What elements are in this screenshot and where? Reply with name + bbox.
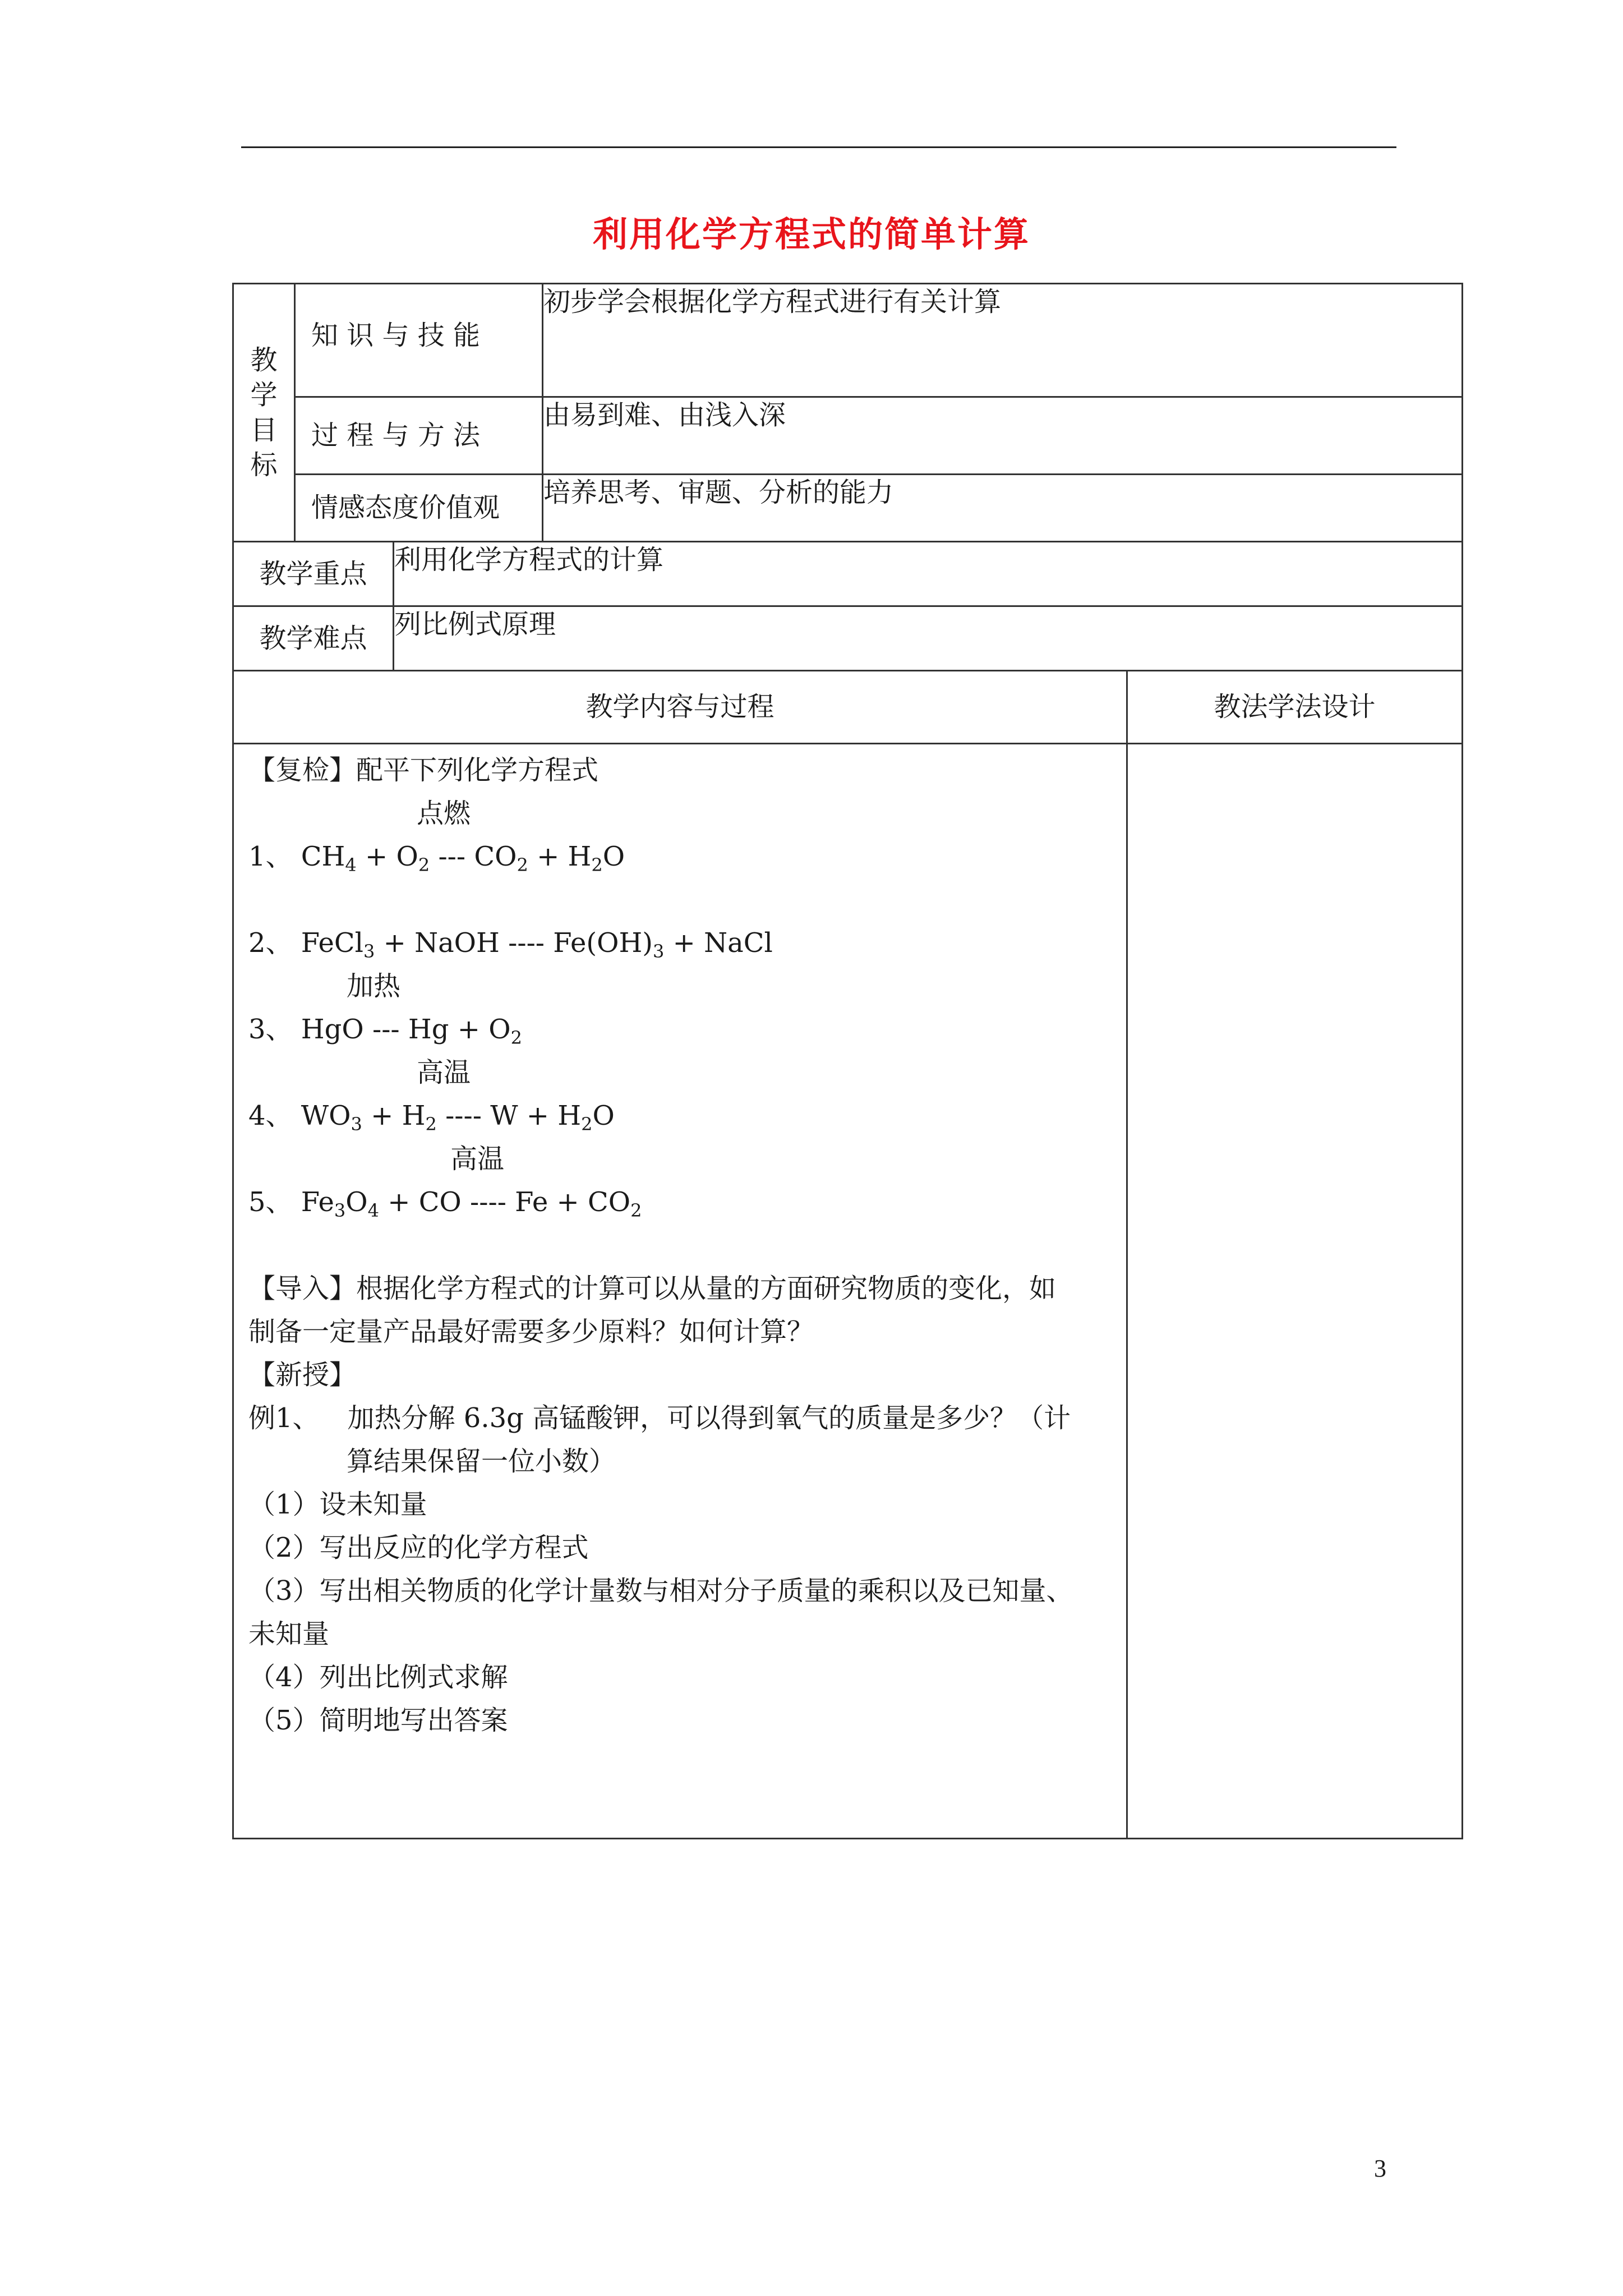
objective-row-process xyxy=(233,397,1463,475)
objective-row-attitude xyxy=(233,475,1463,542)
key-point-label: 教学重点 xyxy=(233,542,394,606)
intro-line-2: 制备一定量产品最好需要多少原料？如何计算？ xyxy=(248,1316,814,1347)
review-heading: 【复检】配平下列化学方程式 xyxy=(248,754,599,786)
process-content xyxy=(233,744,1127,1839)
objective-label-attitude: 情感态度价值观 xyxy=(295,475,543,542)
equation-4: 4、 $WO_3 + H_2$ ---- $W + H_2O$ xyxy=(248,1100,615,1135)
blank-line xyxy=(248,878,1112,922)
objective-row-knowledge xyxy=(233,284,1463,397)
blank-line xyxy=(248,1224,1112,1267)
design-column-header: 教法学法设计 xyxy=(1127,671,1463,744)
document-title: 利用化学方程式的简单计算 xyxy=(592,214,1030,255)
step-3: （3）写出相关物质的化学计量数与相对分子质量的乘积以及已知量、 xyxy=(248,1575,1073,1607)
difficulty-label: 教学难点 xyxy=(233,606,394,671)
step-2: （2）写出反应的化学方程式 xyxy=(248,1532,589,1563)
objective-value-process: 由易到难、由浅入深 xyxy=(543,397,1463,475)
new-lesson-heading: 【新授】 xyxy=(248,1359,357,1391)
objective-label-process: 过 程 与 方 法 xyxy=(295,397,543,475)
objective-value-attitude: 培养思考、审题、分析的能力 xyxy=(543,475,1463,542)
step-3-continued: 未知量 xyxy=(248,1618,330,1650)
condition-high-temp-1: 高温 xyxy=(417,1057,471,1088)
objectives-group-label: 教 学 目 标 xyxy=(233,284,295,542)
equation-5: 5、 $Fe_3O_4$ + CO ---- $Fe + CO_2$ xyxy=(248,1186,642,1221)
example-line-2: 算结果保留一位小数） xyxy=(347,1446,616,1477)
condition-burn: 点燃 xyxy=(417,798,471,829)
step-4: （4）列出比例式求解 xyxy=(248,1662,508,1693)
key-point-row xyxy=(233,542,1463,606)
process-header-row xyxy=(233,671,1463,744)
page-number: 3 xyxy=(1374,2155,1386,2182)
key-point-value: 利用化学方程式的计算 xyxy=(394,542,1463,606)
content-row xyxy=(233,744,1463,1839)
step-1: （1）设未知量 xyxy=(248,1489,427,1520)
design-content xyxy=(1127,744,1463,1839)
lesson-plan-table xyxy=(232,283,1463,1839)
step-5: （5）简明地写出答案 xyxy=(248,1705,508,1736)
condition-heat: 加热 xyxy=(347,970,401,1002)
objective-label-knowledge: 知 识 与 技 能 xyxy=(295,284,543,397)
objective-value-knowledge: 初步学会根据化学方程式进行有关计算 xyxy=(543,284,1463,397)
equation-1: 1、 $CH_4 + O_2$ --- $CO_2 + H_2O$ xyxy=(248,841,625,876)
condition-high-temp-2: 高温 xyxy=(450,1143,505,1175)
example-line-1: 例1、 加热分解 6.3g 高锰酸钾，可以得到氧气的质量是多少？（计 xyxy=(248,1402,1071,1434)
difficulty-value: 列比例式原理 xyxy=(394,606,1463,671)
equation-3: 3、 HgO --- $Hg + O_2$ xyxy=(248,1014,522,1048)
equation-2: 2、 FeCl$_3$ + NaOH ---- $Fe(OH)_3$ + NaCl xyxy=(248,927,773,962)
difficulty-row xyxy=(233,606,1463,671)
process-column-header: 教学内容与过程 xyxy=(233,671,1127,744)
intro-line-1: 【导入】根据化学方程式的计算可以从量的方面研究物质的变化，如 xyxy=(248,1273,1057,1304)
header-rule xyxy=(241,146,1396,148)
